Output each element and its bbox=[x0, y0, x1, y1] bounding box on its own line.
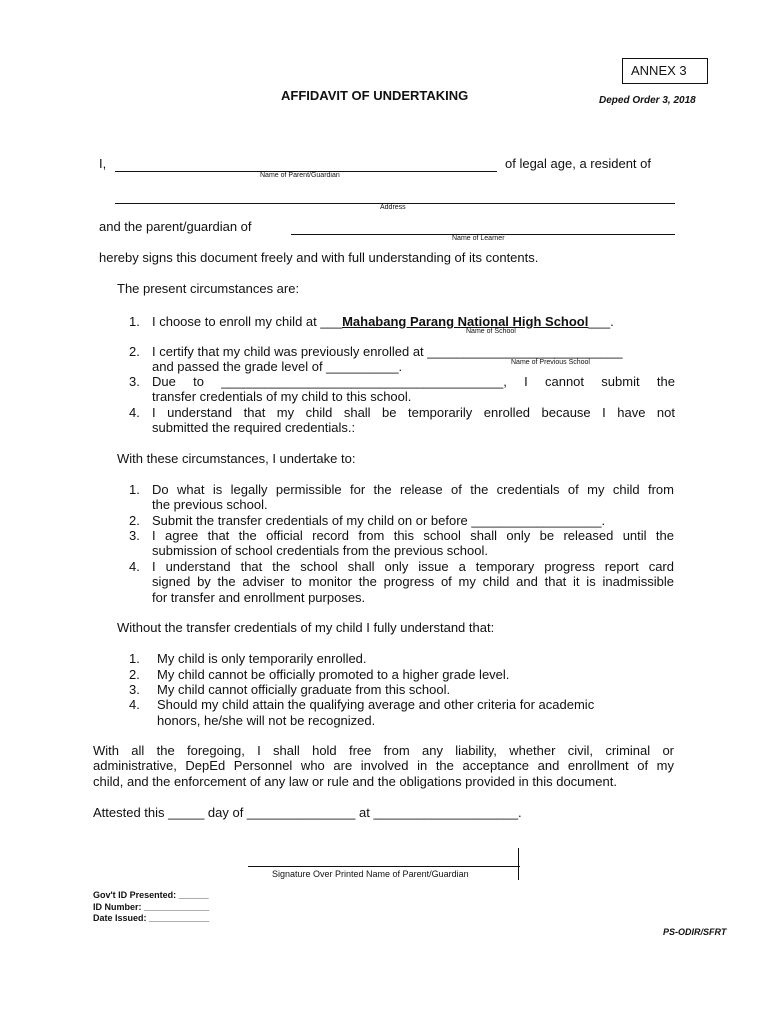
parent-of-text: and the parent/guardian of bbox=[99, 219, 252, 234]
list-number: 4. bbox=[129, 405, 140, 420]
word: _______________________________________, bbox=[221, 374, 507, 389]
school-caption: Name of School bbox=[466, 328, 516, 335]
list-number: 4. bbox=[129, 697, 140, 712]
date-issued-field: Date Issued: ____________ bbox=[93, 913, 210, 923]
undertake-1-line1: Do what is legally permissible for the release of the credentials of my child from bbox=[152, 482, 674, 497]
list-number: 1. bbox=[129, 482, 140, 497]
circumstance-3-line2: transfer credentials of my child to this school. bbox=[152, 389, 412, 404]
without-4-line2: honors, he/she will not be recognized. bbox=[157, 713, 376, 728]
undertake-heading: With these circumstances, I undertake to: bbox=[117, 451, 356, 466]
word: I bbox=[524, 374, 528, 389]
list-number: 3. bbox=[129, 682, 140, 697]
word: cannot bbox=[544, 374, 585, 389]
list-number: 2. bbox=[129, 667, 140, 682]
circumstance-1-prefix: I choose to enroll my child at ___ bbox=[152, 314, 343, 329]
annex-box bbox=[622, 58, 708, 84]
id-number-field: ID Number: _____________ bbox=[93, 902, 210, 912]
address-caption: Address bbox=[380, 204, 406, 211]
circumstance-4-line1: I understand that my child shall be temporarily enrolled because I have not bbox=[152, 405, 675, 420]
without-heading: Without the transfer credentials of my child I fully understand that: bbox=[117, 620, 495, 635]
circumstance-2-line1: I certify that my child was previously enrolled at ___________________________ bbox=[152, 344, 623, 359]
document-title: AFFIDAVIT OF UNDERTAKING bbox=[281, 88, 469, 103]
undertake-3-line2: submission of school credentials from the previous school. bbox=[152, 543, 488, 558]
foregoing-line2: administrative, DepEd Personnel who are involved in the acceptance and enrollment of my bbox=[93, 758, 674, 773]
undertake-2-line1: Submit the transfer credentials of my child on or before __________________. bbox=[152, 513, 606, 528]
list-number: 2. bbox=[129, 513, 140, 528]
signature-line bbox=[248, 866, 520, 867]
circumstance-2-line2: and passed the grade level of __________. bbox=[152, 359, 403, 374]
list-number: 1. bbox=[129, 651, 140, 666]
annex-label: ANNEX 3 bbox=[631, 63, 687, 78]
circumstance-3-line1 bbox=[152, 374, 675, 389]
circumstance-1 bbox=[152, 314, 614, 329]
circumstances-heading: The present circumstances are: bbox=[117, 281, 300, 296]
school-name: Mahabang Parang National High School bbox=[342, 314, 589, 329]
word: the bbox=[656, 374, 675, 389]
without-2: My child cannot be officially promoted to a higher grade level. bbox=[157, 667, 510, 682]
footer-code: PS-ODIR/SFRT bbox=[663, 927, 727, 937]
list-number: 1. bbox=[129, 314, 140, 329]
list-number: 2. bbox=[129, 344, 140, 359]
list-number: 4. bbox=[129, 559, 140, 574]
without-4-line1: Should my child attain the qualifying average and other criteria for academic bbox=[157, 697, 595, 712]
foregoing-line1: With all the foregoing, I shall hold free from any liability, whether civil, criminal or bbox=[93, 743, 674, 758]
foregoing-line3: child, and the enforcement of any law or rule and the obligations provided in this document. bbox=[93, 774, 617, 789]
list-number: 3. bbox=[129, 528, 140, 543]
undertake-1-line2: the previous school. bbox=[152, 497, 268, 512]
learner-caption: Name of Learner bbox=[452, 235, 505, 242]
deped-order: Deped Order 3, 2018 bbox=[599, 95, 696, 106]
undertake-4-line3: for transfer and enrollment purposes. bbox=[152, 590, 366, 605]
govt-id-field: Gov't ID Presented: ______ bbox=[93, 890, 209, 900]
undertake-4-line1: I understand that the school shall only issue a temporary progress report card bbox=[152, 559, 674, 574]
i-prefix: I, bbox=[99, 156, 107, 171]
list-number: 3. bbox=[129, 374, 140, 389]
word: submit bbox=[601, 374, 640, 389]
signature-caption: Signature Over Printed Name of Parent/Guardian bbox=[272, 869, 469, 879]
word: to bbox=[193, 374, 204, 389]
signs-text: hereby signs this document freely and with full understanding of its contents. bbox=[99, 250, 539, 265]
signature-bracket bbox=[518, 848, 519, 880]
undertake-3-line1: I agree that the official record from this school shall only be released until the bbox=[152, 528, 674, 543]
undertake-4-line2: signed by the adviser to monitor the progress of my child and that it is inadmissible bbox=[152, 574, 674, 589]
previous-school-caption: Name of Previous School bbox=[511, 359, 590, 366]
circumstance-4-line2: submitted the required credentials.: bbox=[152, 420, 356, 435]
legal-age-text: of legal age, a resident of bbox=[505, 156, 651, 171]
name-caption: Name of Parent/Guardian bbox=[260, 172, 340, 179]
word: Due bbox=[152, 374, 176, 389]
circumstance-1-suffix: ___. bbox=[588, 314, 614, 329]
without-3: My child cannot officially graduate from this school. bbox=[157, 682, 451, 697]
attested-line: Attested this _____ day of _______________ at ____________________. bbox=[93, 805, 522, 820]
without-1: My child is only temporarily enrolled. bbox=[157, 651, 367, 666]
